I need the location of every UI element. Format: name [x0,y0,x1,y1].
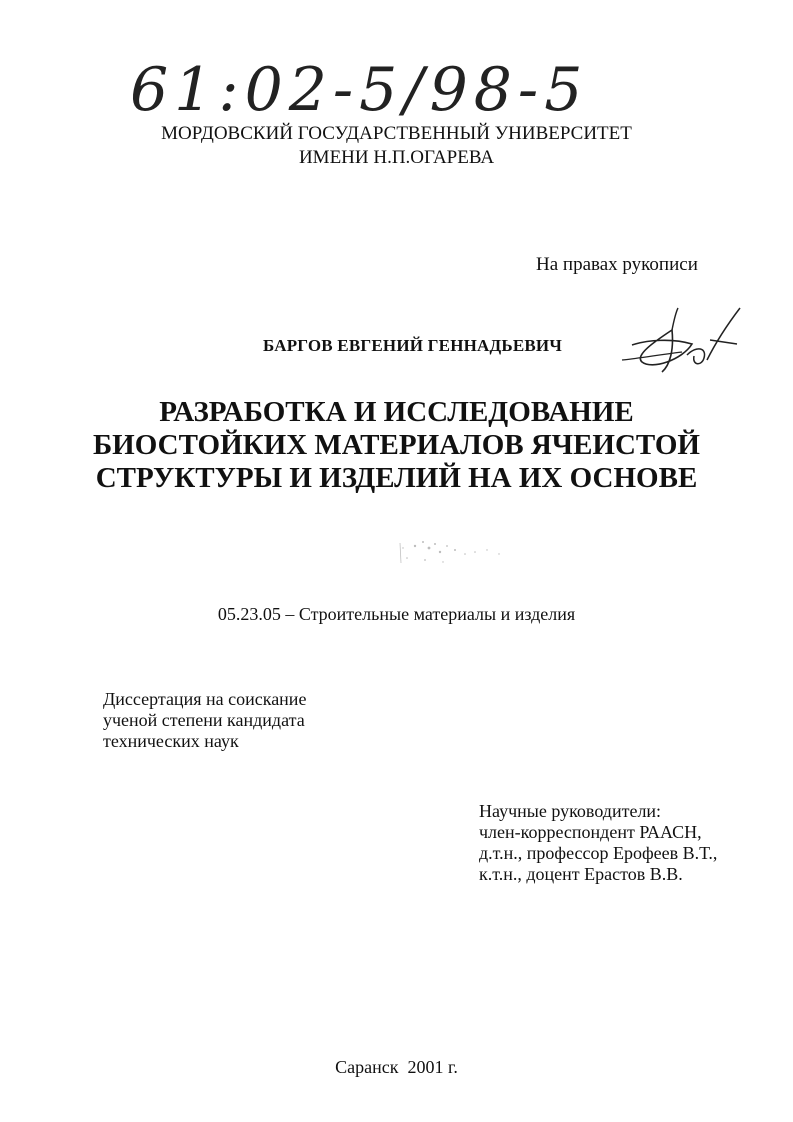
supervisors-block [479,801,779,885]
author-signature [612,300,752,390]
handwritten-code-text: 61:02-5/98-5 [130,55,589,125]
degree-line-3: технических наук [103,731,239,751]
specialty-code: 05.23.05 – Строительные материалы и изделия [217,604,576,624]
manuscript-note: На правах рукописи [536,254,698,275]
degree-line-1: Диссертация на соискание [103,689,307,709]
dissertation-degree [103,689,403,752]
degree-line-2: ученой степени кандидата [103,710,305,730]
title-line-1: РАЗРАБОТКА И ИССЛЕДОВАНИЕ [159,396,634,428]
title-line-2: БИОСТОЙКИХ МАТЕРИАЛОВ ЯЧЕИСТОЙ [92,429,700,461]
university-named-after: ИМЕНИ Н.П.ОГАРЕВА [298,147,495,168]
dissertation-title [0,396,793,495]
supervisor-line-3: к.т.н., доцент Ерастов В.В. [479,864,683,884]
university-name: МОРДОВСКИЙ ГОСУДАРСТВЕННЫЙ УНИВЕРСИТЕТ [161,123,632,144]
supervisor-line-1: член-корреспондент РААСН, [479,822,702,842]
city-year: Саранск 2001 г. [335,1057,458,1077]
university-header [0,122,793,170]
faint-stamp-mark [395,528,515,573]
handwritten-code [120,48,620,128]
supervisors-heading: Научные руководители: [479,801,662,821]
author-name: БАРГОВ ЕВГЕНИЙ ГЕННАДЬЕВИЧ [263,336,563,355]
supervisor-line-2: д.т.н., профессор Ерофеев В.Т., [479,843,718,863]
title-line-3: СТРУКТУРЫ И ИЗДЕЛИЙ НА ИХ ОСНОВЕ [95,462,698,494]
